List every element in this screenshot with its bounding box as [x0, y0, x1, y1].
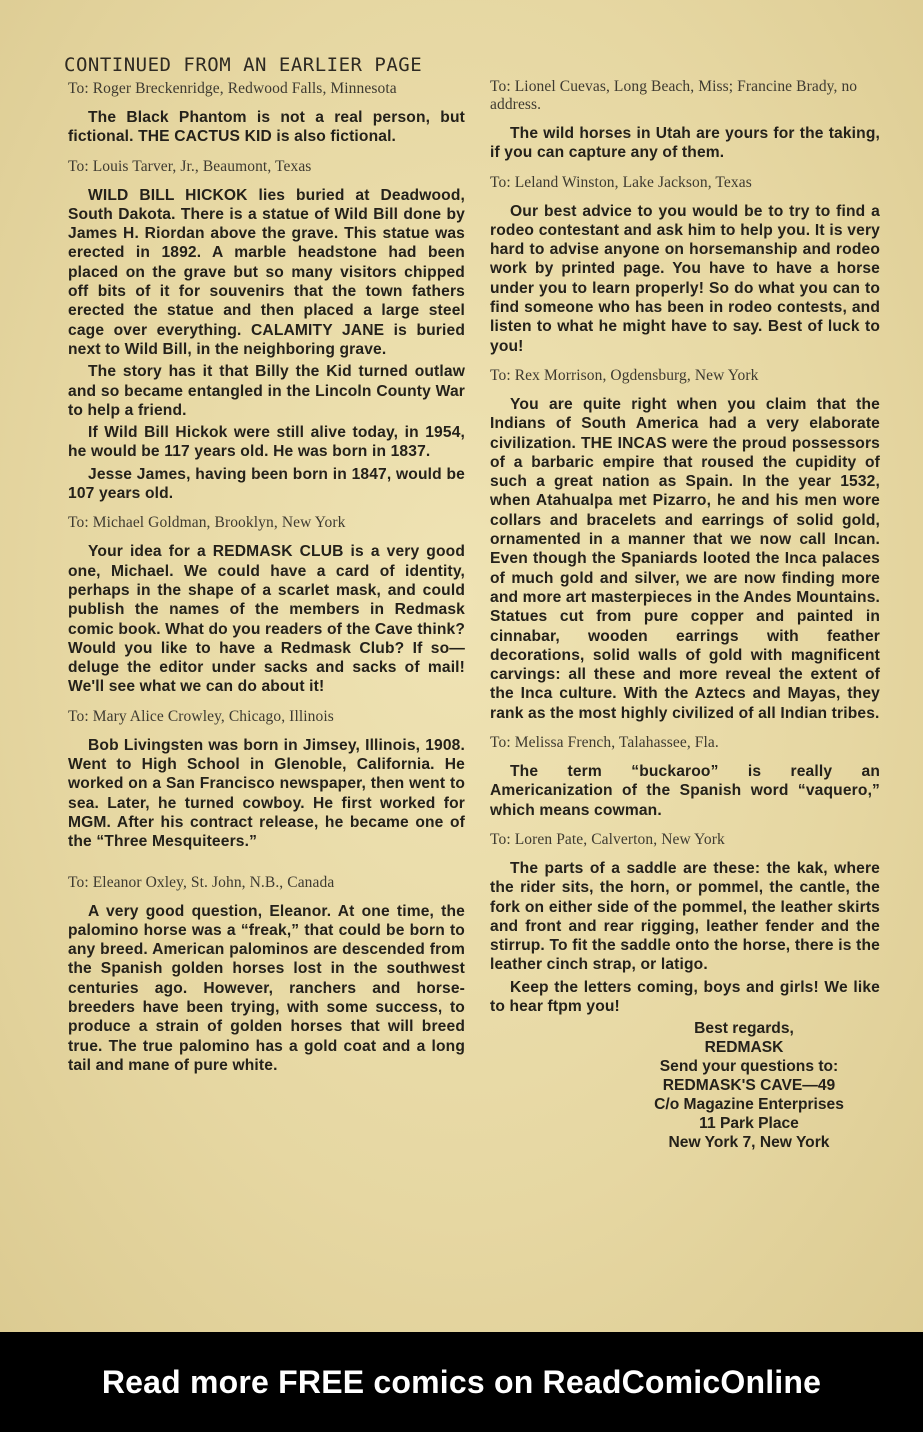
letter-recipient: To: Roger Breckenridge, Redwood Falls, Minnesota [68, 80, 397, 97]
letter-answer: If Wild Bill Hickok were still alive today, in 1954, he would be 117 years old. He was born in 1837. [68, 424, 465, 461]
letter-answer: Keep the letters coming, boys and girls! We like to hear ftpm you! [490, 978, 880, 1015]
letter-recipient: To: Rex Morrison, Ogdensburg, New York [490, 366, 759, 384]
letter-answer: Your idea for a REDMASK CLUB is a very good one, Michael. We could have a card of identity, perhaps in the shape of a scarlet mask, and could publish the names of the members in Redmask comic book. What do you readers of the Cave think? Would you like to have a Redmask Club? If so—deluge the editor under sacks and sacks of mail! We'll see what we can do about it! [68, 543, 465, 696]
letter-answer: Our best advice to you would be to try to find a rodeo contestant and ask him to help you. It is very hard to advise anyone on horsemanship and rodeo work by printed page. You have to have a horse under you to learn properly! So do what you can to find someone who has been in rodeo contests, and listen to what he might have to say. Best of luck to you! [490, 202, 880, 355]
letter-recipient: To: Eleanor Oxley, St. John, N.B., Canada [68, 873, 335, 891]
closing-signature: REDMASK [704, 1039, 784, 1057]
letter-answer: A very good question, Eleanor. At one time, the palomino horse was a “freak,” that could be born to any breed. American palominos are descended from the Spanish golden horses lost in the southwest centuries ago. However, ranchers and horse-breeders have been trying, with some success, to produce a strain of golden horses that will breed true. The true palomino has a gold coat and a long tail and mane of pure white. [68, 902, 465, 1074]
send-questions-line: Send your questions to: [659, 1058, 839, 1076]
letter-answer: Jesse James, having been born in 1847, would be 107 years old. [68, 465, 465, 503]
site-banner[interactable] [0, 1332, 923, 1432]
closing-regards: Best regards, [694, 1020, 794, 1038]
letter-recipient: To: Lionel Cuevas, Long Beach, Miss; Francine Brady, no address. [490, 78, 858, 113]
letter-answer: The wild horses in Utah are yours for the taking, if you can capture any of them. [490, 125, 880, 162]
letter-answer: Bob Livingsten was born in Jimsey, Illinois, 1908. Went to High School in Glenoble, California. He worked on a San Francisco newspaper, then went to sea. Later, he turned cowboy. He first worked for MGM. After his contract release, he became one of the “Three Mesquiteers.” [68, 736, 465, 851]
letter-answer: The parts of a saddle are these: the kak, where the rider sits, the horn, or pommel, the cantle, the fork on either side of the pommel, the leather skirts and front and rear rigging, leather fender and the stirrup. To fit the saddle onto the horse, there is the leather cinch strap, or latigo. [490, 859, 880, 974]
address-line: New York 7, New York [668, 1134, 830, 1152]
closing-block [486, 1019, 882, 1152]
letter-answer: The term “buckaroo” is really an Americanization of the Spanish word “vaquero,” which means cowman. [490, 763, 880, 819]
letter-recipient: To: Louis Tarver, Jr., Beaumont, Texas [68, 157, 312, 175]
right-column [486, 78, 882, 1152]
address-line: REDMASK'S CAVE—49 [662, 1077, 836, 1095]
letter-answer: The Black Phantom is not a real person, but fictional. THE CACTUS KID is also fictional. [68, 109, 465, 146]
letter-answer: You are quite right when you claim that the Indians of South America had a very elaborate civilization. THE INCAS were the proud possessors of a barbaric empire that roused the cupidity of such a great nation as Spain. In the year 1532, when Atahualpa met Pizarro, he and his men wore collars and bracelets and earrings of solid gold, ornamented in a manner that we now call Incan. Even though the Spaniards looted the Inca palaces of much gold and silver, we are now finding more and more art masterpieces in the Andes Mountains. Statues cut from pure copper and painted in cinnabar, wooden earrings with feather decorations, solid walls of gold with magnificent carvings: all these and more reveal the extent of the Inca culture. With the Aztecs and Mayas, they rank as the most highly civilized of all Indian tribes. [490, 395, 880, 722]
letter-recipient: To: Loren Pate, Calverton, New York [490, 830, 725, 848]
letter-recipient: To: Mary Alice Crowley, Chicago, Illinois [68, 707, 334, 725]
left-column [64, 80, 467, 1086]
letter-answer: WILD BILL HICKOK lies buried at Deadwood, South Dakota. There is a statue of Wild Bill done by James H. Riordan above the grave. This statue was erected in 1892. A marble headstone had been placed on the grave but so many visitors chipped off bits of it for souvenirs that the town fathers erected the statue and then placed a large steel cage over everything. CALAMITY JANE is buried next to Wild Bill, in the neighboring grave. [68, 186, 465, 358]
site-banner-text[interactable]: Read more FREE comics on ReadComicOnline [101, 1363, 822, 1400]
letter-recipient: To: Michael Goldman, Brooklyn, New York [68, 514, 346, 532]
continued-header: CONTINUED FROM AN EARLIER PAGE [64, 54, 423, 76]
letter-recipient: To: Melissa French, Talahassee, Fla. [490, 734, 719, 752]
address-line: 11 Park Place [699, 1115, 799, 1133]
letter-answer: The story has it that Billy the Kid turned outlaw and so became entangled in the Lincoln County War to help a friend. [68, 363, 465, 419]
address-line: C/o Magazine Enterprises [654, 1096, 844, 1114]
letter-recipient: To: Leland Winston, Lake Jackson, Texas [490, 173, 752, 191]
